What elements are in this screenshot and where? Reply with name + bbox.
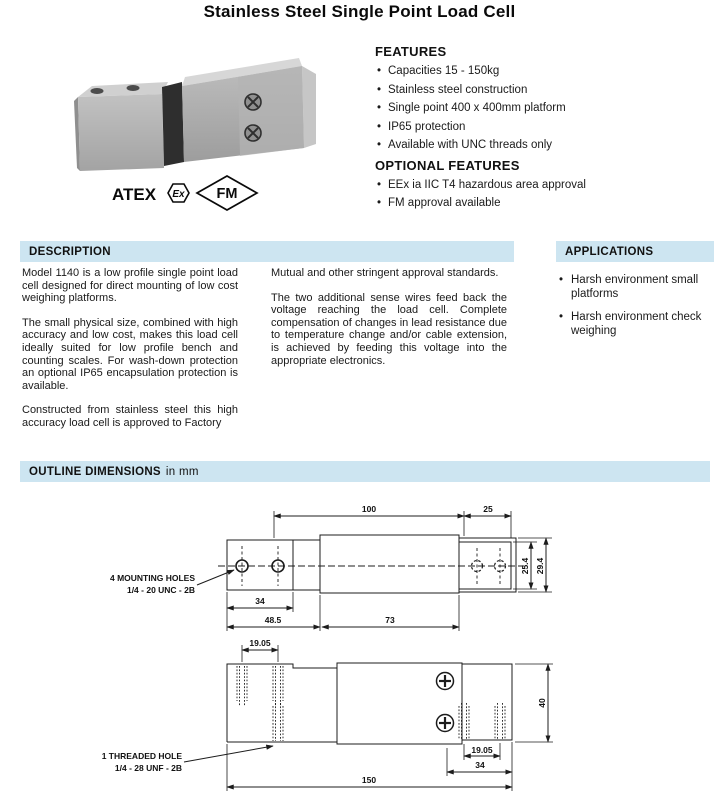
dim-label-25: 25	[483, 504, 493, 514]
loadcell-right-end-face	[302, 66, 316, 148]
atex-logo: ATEX	[112, 185, 157, 204]
feature-item: • Available with UNC threads only	[375, 136, 710, 155]
feature-item: • Single point 400 x 400mm platform	[375, 99, 710, 118]
dim-label-19-05-bottom: 19.05	[471, 745, 493, 755]
dim-label-48-5: 48.5	[264, 615, 282, 625]
description-column-1	[22, 267, 238, 442]
applications-heading: APPLICATIONS	[565, 245, 654, 258]
ex-mark: Ex	[172, 189, 185, 200]
dim-label-73: 73	[385, 615, 395, 625]
description-header-bar	[20, 241, 514, 262]
approval-logos	[100, 170, 270, 218]
leader-line	[184, 746, 273, 762]
description-paragraph: Model 1140 is a low profile single point load cell designed for direct mounting of low cost weighing platforms.	[22, 267, 238, 305]
loadcell-top-hole	[127, 85, 140, 91]
loadcell-top-hole	[91, 88, 104, 94]
fm-diamond-icon	[197, 176, 257, 210]
description-paragraph: Mutual and other stringent approval standards.	[271, 267, 499, 279]
side-view	[184, 645, 553, 791]
applications-list	[558, 273, 708, 347]
dim-label-19-05-top: 19.05	[249, 638, 271, 648]
loadcell-left-front-face	[78, 94, 164, 171]
mounting-holes-note-line2: 1/4 - 20 UNC - 2B	[126, 585, 195, 595]
outline-dimensions-header-bar	[20, 461, 710, 482]
page-title: Stainless Steel Single Point Load Cell	[203, 2, 516, 21]
description-paragraph: The small physical size, combined with high accuracy and low cost, makes this load cell ideally suited for low profile bench and counting scales. For wash-down protection an optional IP65 encapsulation protection is available.	[22, 316, 238, 392]
screw-symbol	[437, 673, 454, 732]
outline-unit-note: in mm	[165, 465, 199, 478]
feature-item: • IP65 protection	[375, 118, 710, 137]
description-paragraph: The two additional sense wires feed back the voltage reaching the load cell. Complete compensation of changes in lead resistance due to temperature change and/or cable extension, is achieved by feeding this voltage into the appropriate electronics.	[271, 291, 507, 367]
hidden-thread-lines	[237, 666, 505, 741]
feature-item: • Capacities 15 - 150kg	[375, 62, 710, 81]
mounting-holes-note-line1: 4 MOUNTING HOLES	[109, 573, 195, 583]
loadcell-gap	[162, 82, 184, 166]
optional-feature-item: • FM approval available	[375, 194, 710, 213]
optional-features-heading: OPTIONAL FEATURES	[375, 157, 520, 173]
application-item: • Harsh environment check weighing	[558, 310, 708, 338]
fm-logo: FM	[216, 186, 238, 202]
description-heading: DESCRIPTION	[29, 245, 111, 258]
ex-hexagon-icon	[168, 184, 189, 202]
application-item: • Harsh environment small platforms	[558, 273, 708, 301]
dim-label-34-bottom: 34	[475, 760, 485, 770]
description-paragraph: Constructed from stainless steel this high accuracy load cell is approved to Factory	[22, 404, 238, 429]
threaded-hole-note-line1: 1 THREADED HOLE	[101, 751, 182, 761]
optional-feature-item: • EEx ia IIC T4 hazardous area approval	[375, 176, 710, 195]
dim-label-40: 40	[537, 698, 547, 708]
dim-label-100: 100	[361, 504, 377, 514]
threaded-hole-note-line2: 1/4 - 28 UNF - 2B	[114, 763, 182, 773]
leader-line	[197, 570, 234, 585]
features-heading: FEATURES	[375, 44, 447, 59]
outline-dimensions-heading: OUTLINE DIMENSIONS	[29, 465, 161, 478]
loadcell-screw-plate	[238, 66, 304, 156]
features-list	[375, 62, 710, 155]
dim-label-25-4: 25.4	[520, 557, 530, 575]
dim-label-34-top: 34	[255, 596, 265, 606]
dim-label-29-4: 29.4	[535, 557, 545, 575]
screw-head	[245, 94, 261, 110]
feature-item: • Stainless steel construction	[375, 81, 710, 100]
screw-head	[245, 125, 261, 141]
product-photo	[68, 50, 333, 182]
dim-label-150: 150	[361, 775, 377, 785]
top-view	[197, 511, 552, 631]
features-section	[375, 44, 710, 213]
applications-header-bar	[556, 241, 714, 262]
optional-features-list	[375, 176, 710, 213]
description-column-2	[271, 267, 507, 379]
outline-dimensions-drawing	[0, 488, 719, 795]
